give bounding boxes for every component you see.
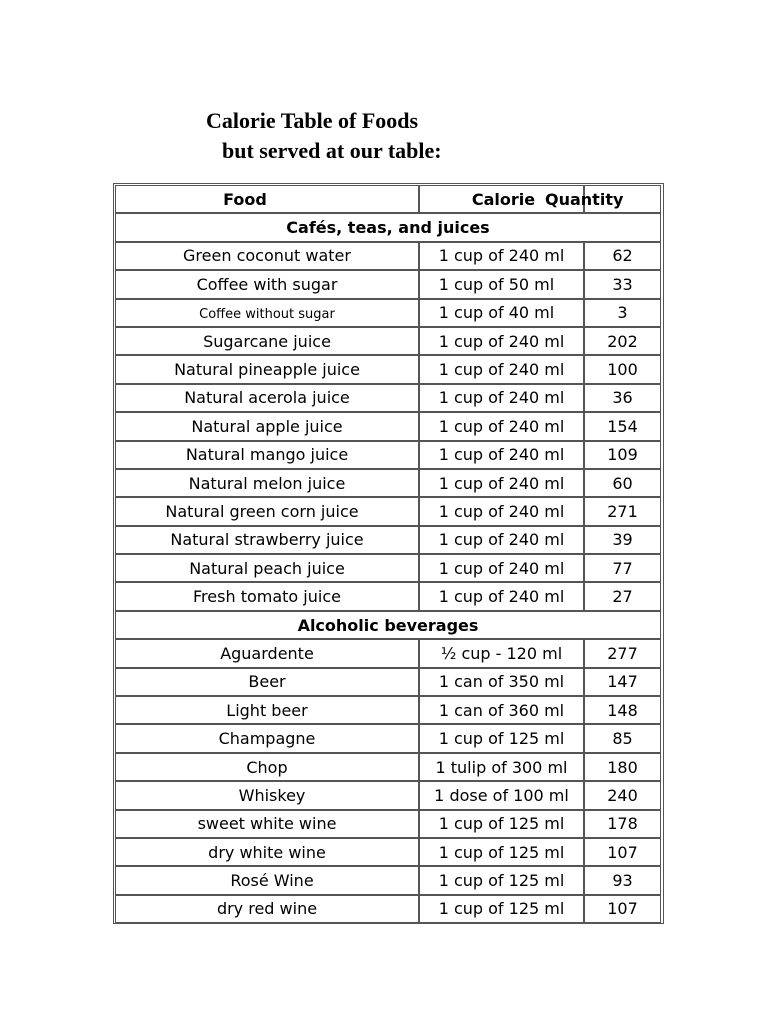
table-row xyxy=(115,299,661,327)
table-row xyxy=(115,639,661,667)
page-subtitle: but served at our table: xyxy=(222,138,442,163)
section-row xyxy=(115,213,661,241)
calorie-cell: 93 xyxy=(584,866,661,894)
table-row xyxy=(115,781,661,809)
portion-cell: 1 dose of 100 ml xyxy=(419,781,584,809)
page-title: Calorie Table of Foods xyxy=(206,108,419,133)
calorie-cell: 100 xyxy=(584,355,661,383)
food-cell: Champagne xyxy=(115,724,419,752)
food-cell: Coffee with sugar xyxy=(115,270,419,298)
portion-cell: 1 can of 360 ml xyxy=(419,696,584,724)
section-row xyxy=(115,611,661,639)
header-quantity: Quantity xyxy=(584,185,661,213)
portion-cell: 1 cup of 240 ml xyxy=(419,554,584,582)
table-row xyxy=(115,696,661,724)
food-cell: Natural peach juice xyxy=(115,554,419,582)
food-cell: sweet white wine xyxy=(115,810,419,838)
table-row xyxy=(115,810,661,838)
food-cell: Natural mango juice xyxy=(115,441,419,469)
portion-cell: 1 cup of 125 ml xyxy=(419,810,584,838)
calorie-cell: 178 xyxy=(584,810,661,838)
table-row xyxy=(115,384,661,412)
portion-cell: 1 cup of 240 ml xyxy=(419,327,584,355)
portion-cell: 1 can of 350 ml xyxy=(419,668,584,696)
header-food: Food xyxy=(115,185,419,213)
calorie-cell: 107 xyxy=(584,895,661,923)
portion-cell: 1 cup of 125 ml xyxy=(419,724,584,752)
food-cell: Coffee without sugar xyxy=(115,299,419,327)
header-calorie: Calorie xyxy=(419,185,584,213)
section-title: Alcoholic beverages xyxy=(115,611,661,639)
food-cell: Sugarcane juice xyxy=(115,327,419,355)
calorie-cell: 85 xyxy=(584,724,661,752)
portion-cell: 1 cup of 240 ml xyxy=(419,526,584,554)
table-row xyxy=(115,838,661,866)
food-cell: Natural strawberry juice xyxy=(115,526,419,554)
portion-cell: 1 cup of 125 ml xyxy=(419,866,584,894)
food-cell: Fresh tomato juice xyxy=(115,582,419,610)
food-cell: dry white wine xyxy=(115,838,419,866)
section-title: Cafés, teas, and juices xyxy=(115,213,661,241)
table-row xyxy=(115,327,661,355)
food-cell: Natural pineapple juice xyxy=(115,355,419,383)
calorie-cell: 154 xyxy=(584,412,661,440)
table-row xyxy=(115,497,661,525)
table-row xyxy=(115,582,661,610)
portion-cell: 1 cup of 240 ml xyxy=(419,441,584,469)
portion-cell: 1 cup of 240 ml xyxy=(419,582,584,610)
portion-cell: 1 cup of 125 ml xyxy=(419,895,584,923)
calorie-cell: 240 xyxy=(584,781,661,809)
calorie-cell: 277 xyxy=(584,639,661,667)
food-cell: Chop xyxy=(115,753,419,781)
calorie-cell: 107 xyxy=(584,838,661,866)
table-row xyxy=(115,355,661,383)
calorie-table xyxy=(115,185,661,923)
portion-cell: 1 cup of 240 ml xyxy=(419,355,584,383)
portion-cell: 1 cup of 240 ml xyxy=(419,497,584,525)
calorie-cell: 271 xyxy=(584,497,661,525)
table-row xyxy=(115,526,661,554)
food-cell: Natural acerola juice xyxy=(115,384,419,412)
calorie-cell: 27 xyxy=(584,582,661,610)
calorie-cell: 62 xyxy=(584,242,661,270)
table-row xyxy=(115,412,661,440)
portion-cell: 1 cup of 240 ml xyxy=(419,412,584,440)
header-row xyxy=(115,185,661,213)
food-cell: Aguardente xyxy=(115,639,419,667)
portion-cell: 1 cup of 240 ml xyxy=(419,242,584,270)
table-row xyxy=(115,668,661,696)
food-cell: Natural green corn juice xyxy=(115,497,419,525)
food-cell: Whiskey xyxy=(115,781,419,809)
calorie-cell: 180 xyxy=(584,753,661,781)
calorie-cell: 33 xyxy=(584,270,661,298)
calorie-cell: 148 xyxy=(584,696,661,724)
calorie-cell: 109 xyxy=(584,441,661,469)
portion-cell: 1 cup of 40 ml xyxy=(419,299,584,327)
portion-cell: ½ cup - 120 ml xyxy=(419,639,584,667)
food-cell: Natural melon juice xyxy=(115,469,419,497)
table-row xyxy=(115,270,661,298)
calorie-cell: 60 xyxy=(584,469,661,497)
portion-cell: 1 cup of 240 ml xyxy=(419,384,584,412)
food-cell: Beer xyxy=(115,668,419,696)
table-row xyxy=(115,441,661,469)
table-row xyxy=(115,724,661,752)
table-row xyxy=(115,469,661,497)
table-row xyxy=(115,895,661,923)
portion-cell: 1 cup of 240 ml xyxy=(419,469,584,497)
portion-cell: 1 cup of 125 ml xyxy=(419,838,584,866)
table-row xyxy=(115,242,661,270)
food-cell: Light beer xyxy=(115,696,419,724)
table-row xyxy=(115,866,661,894)
table-row xyxy=(115,753,661,781)
calorie-cell: 3 xyxy=(584,299,661,327)
food-cell: Natural apple juice xyxy=(115,412,419,440)
calorie-cell: 147 xyxy=(584,668,661,696)
food-cell: dry red wine xyxy=(115,895,419,923)
portion-cell: 1 tulip of 300 ml xyxy=(419,753,584,781)
food-cell: Green coconut water xyxy=(115,242,419,270)
food-cell: Rosé Wine xyxy=(115,866,419,894)
calorie-cell: 36 xyxy=(584,384,661,412)
calorie-cell: 202 xyxy=(584,327,661,355)
table-row xyxy=(115,554,661,582)
calorie-cell: 39 xyxy=(584,526,661,554)
calorie-cell: 77 xyxy=(584,554,661,582)
portion-cell: 1 cup of 50 ml xyxy=(419,270,584,298)
